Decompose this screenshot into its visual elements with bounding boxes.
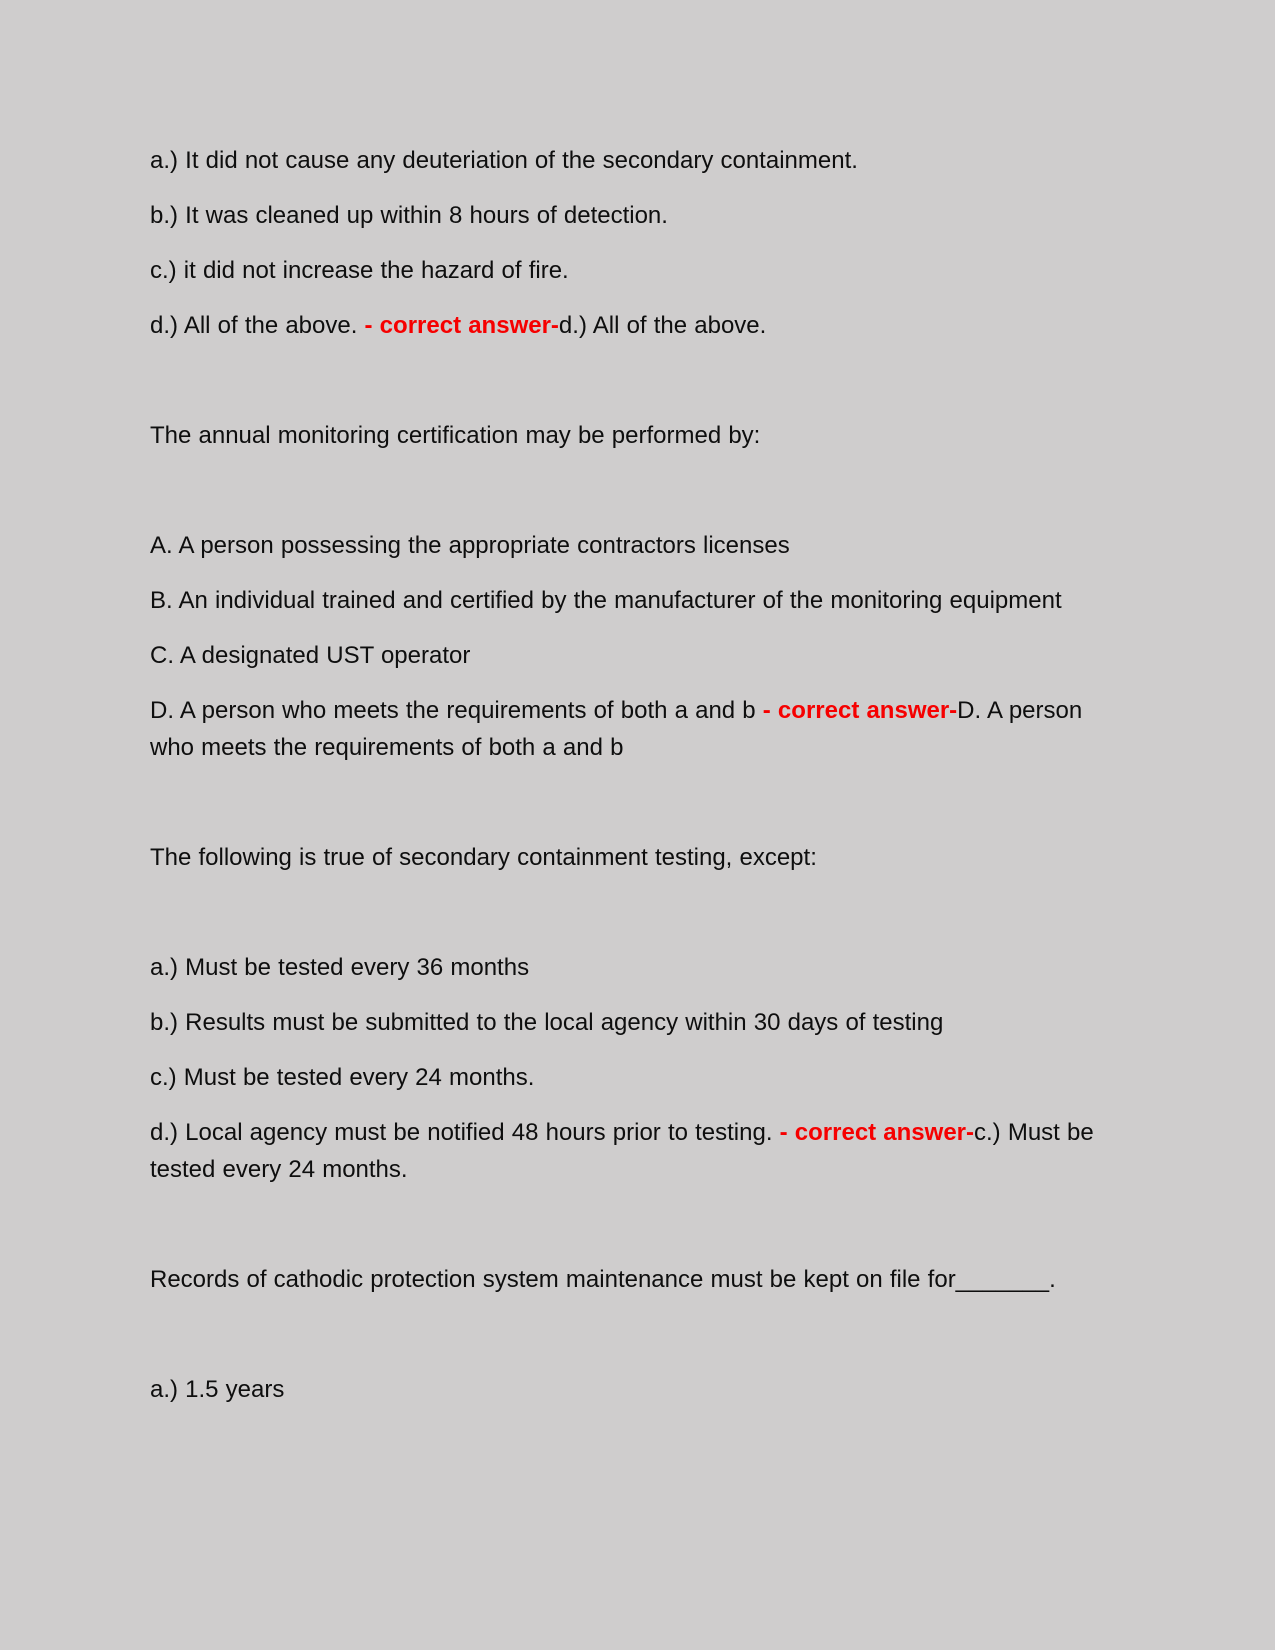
correct-answer-marker: - correct answer-	[779, 1119, 975, 1146]
option-text: d.) All of the above.	[150, 312, 365, 339]
blank-line	[150, 894, 1125, 931]
correct-answer-marker: - correct answer-	[762, 697, 958, 724]
q2-question: The annual monitoring certification may be performed by:	[150, 422, 761, 449]
q1-option-c: c.) it did not increase the hazard of fire.	[150, 257, 569, 284]
correct-answer-text: c.) Must be tested every 24 months.	[150, 1119, 1094, 1183]
q1-option-a: a.) It did not cause any deuteriation of the secondary containment.	[150, 147, 858, 174]
option-text: d.) Local agency must be notified 48 hours prior to testing.	[150, 1119, 780, 1146]
q2-option-c: C. A designated UST operator	[150, 642, 471, 669]
q3-option-a: a.) Must be tested every 36 months	[150, 954, 530, 981]
q3-option-b: b.) Results must be submitted to the local agency within 30 days of testing	[150, 1009, 944, 1036]
option-text: D. A person who meets the requirements of both a and b	[150, 697, 763, 724]
q3-question: The following is true of secondary containment testing, except:	[150, 844, 817, 871]
blank-line	[150, 362, 1125, 399]
q2-option-d	[150, 692, 1125, 766]
q3-option-d	[150, 1114, 1125, 1188]
correct-answer-marker: - correct answer-	[364, 312, 559, 339]
blank-line	[150, 784, 1125, 821]
correct-answer-text: D. A person who meets the requirements of both a and b	[150, 697, 1083, 761]
q1-option-b: b.) It was cleaned up within 8 hours of detection.	[150, 202, 668, 229]
q1-option-d	[150, 307, 1125, 344]
blank-line	[150, 1316, 1125, 1353]
blank-line	[150, 472, 1125, 509]
q4-option-a: a.) 1.5 years	[150, 1376, 285, 1403]
q2-option-b: B. An individual trained and certified by the manufacturer of the monitoring equipment	[150, 587, 1062, 614]
q3-option-c: c.) Must be tested every 24 months.	[150, 1064, 535, 1091]
correct-answer-text: d.) All of the above.	[558, 312, 767, 339]
q4-question: Records of cathodic protection system maintenance must be kept on file for_______.	[150, 1266, 1056, 1293]
q2-option-a: A. A person possessing the appropriate contractors licenses	[150, 532, 790, 559]
blank-line	[150, 1206, 1125, 1243]
